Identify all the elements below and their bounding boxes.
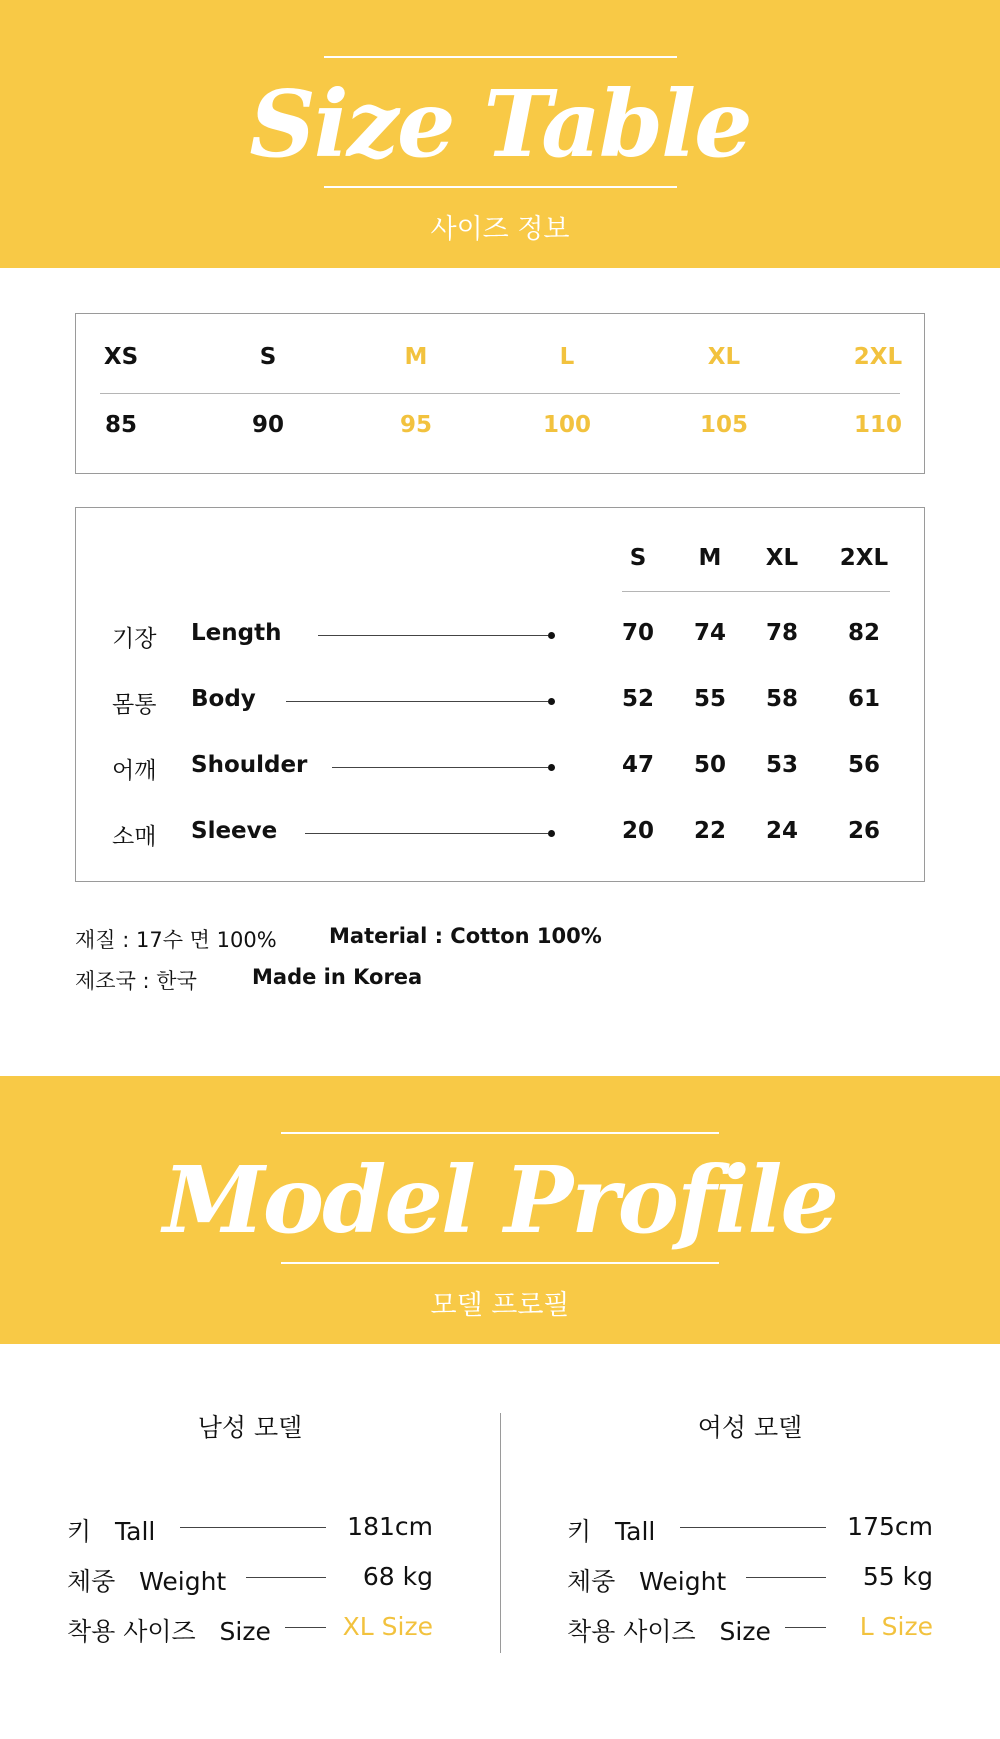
male-value-size: XL Size (342, 1612, 433, 1641)
female-label-tall: 키 Tall (567, 1517, 656, 1546)
leader-dot-shoulder (548, 764, 555, 771)
body-s: 52 (621, 686, 654, 712)
male-value-weight: 68 kg (362, 1562, 433, 1591)
sleeve-xl: 24 (765, 818, 798, 844)
length-m: 74 (693, 620, 726, 646)
female-label-size: 착용 사이즈 Size (567, 1617, 771, 1646)
female-value-weight: 55 kg (862, 1562, 933, 1591)
measure-en-shoulder: Shoulder (191, 752, 308, 778)
leader-body (286, 701, 548, 702)
measure-en-body: Body (191, 686, 256, 712)
origin-en: Made in Korea (252, 965, 423, 989)
measure-ko-shoulder: 어깨 (112, 758, 157, 784)
sleeve-m: 22 (693, 818, 726, 844)
leader-length (318, 635, 548, 636)
size-table-banner (0, 0, 1000, 268)
measure-en-sleeve: Sleeve (191, 818, 278, 844)
size-m: M (404, 344, 428, 370)
model-profile-subtitle: 모델 프로필 (430, 1290, 570, 1321)
detail-header-divider (622, 591, 890, 592)
male-line-weight (246, 1577, 326, 1578)
measure-ko-length: 기장 (112, 626, 157, 652)
size-xl: XL (707, 344, 741, 370)
female-line-tall (680, 1527, 826, 1528)
female-label-weight: 체중 Weight (567, 1567, 727, 1596)
length-xl: 78 (765, 620, 798, 646)
body-xl: 58 (765, 686, 798, 712)
measure-en-length: Length (191, 620, 282, 646)
male-label-size: 착용 사이즈 Size (67, 1617, 271, 1646)
chest-xl: 105 (699, 412, 748, 438)
male-line-tall (180, 1527, 326, 1528)
size-divider (100, 393, 900, 394)
female-line-weight (746, 1577, 826, 1578)
size-chest-box (75, 313, 925, 474)
shoulder-xl: 53 (765, 752, 798, 778)
size-table-subtitle: 사이즈 정보 (430, 214, 570, 245)
leader-dot-length (548, 632, 555, 639)
female-value-tall: 175cm (847, 1512, 933, 1541)
female-line-size (785, 1627, 826, 1628)
banner-top-rule (324, 56, 677, 58)
chest-l: 100 (542, 412, 591, 438)
male-value-tall: 181cm (347, 1512, 433, 1541)
leader-dot-sleeve (548, 830, 555, 837)
leader-sleeve (305, 833, 548, 834)
chest-xs: 85 (104, 412, 137, 438)
detail-size-2xl: 2XL (839, 545, 889, 571)
sleeve-s: 20 (621, 818, 654, 844)
size-table-title: Size Table (249, 70, 751, 178)
measurement-box (75, 507, 925, 882)
female-value-size: L Size (859, 1612, 933, 1641)
sleeve-2xl: 26 (847, 818, 880, 844)
size-xs: XS (103, 344, 139, 370)
leader-shoulder (332, 767, 548, 768)
banner-bottom-rule (324, 186, 677, 188)
chest-s: 90 (251, 412, 284, 438)
chest-m: 95 (399, 412, 432, 438)
male-model-heading: 남성 모델 (197, 1413, 303, 1442)
body-m: 55 (693, 686, 726, 712)
shoulder-2xl: 56 (847, 752, 880, 778)
model-banner-bottom-rule (281, 1262, 719, 1264)
shoulder-s: 47 (621, 752, 654, 778)
leader-dot-body (548, 698, 555, 705)
origin-ko: 제조국 : 한국 (75, 969, 197, 993)
detail-size-m: M (698, 545, 722, 571)
length-2xl: 82 (847, 620, 880, 646)
model-profile-banner (0, 1076, 1000, 1344)
measure-ko-sleeve: 소매 (112, 824, 157, 850)
shoulder-m: 50 (693, 752, 726, 778)
body-2xl: 61 (847, 686, 880, 712)
male-label-tall: 키 Tall (67, 1517, 156, 1546)
detail-size-xl: XL (765, 545, 799, 571)
female-model-heading: 여성 모델 (697, 1413, 803, 1442)
model-banner-top-rule (281, 1132, 719, 1134)
material-en: Material : Cotton 100% (329, 924, 602, 948)
model-profile-title: Model Profile (162, 1146, 838, 1254)
chest-2xl: 110 (853, 412, 902, 438)
length-s: 70 (621, 620, 654, 646)
material-ko: 재질 : 17수 면 100% (75, 928, 277, 952)
size-s: S (259, 344, 277, 370)
model-column-divider (500, 1413, 501, 1653)
male-line-size (285, 1627, 326, 1628)
detail-size-s: S (629, 545, 647, 571)
size-2xl: 2XL (853, 344, 903, 370)
size-l: L (559, 344, 575, 370)
measure-ko-body: 몸통 (112, 692, 157, 718)
male-label-weight: 체중 Weight (67, 1567, 227, 1596)
